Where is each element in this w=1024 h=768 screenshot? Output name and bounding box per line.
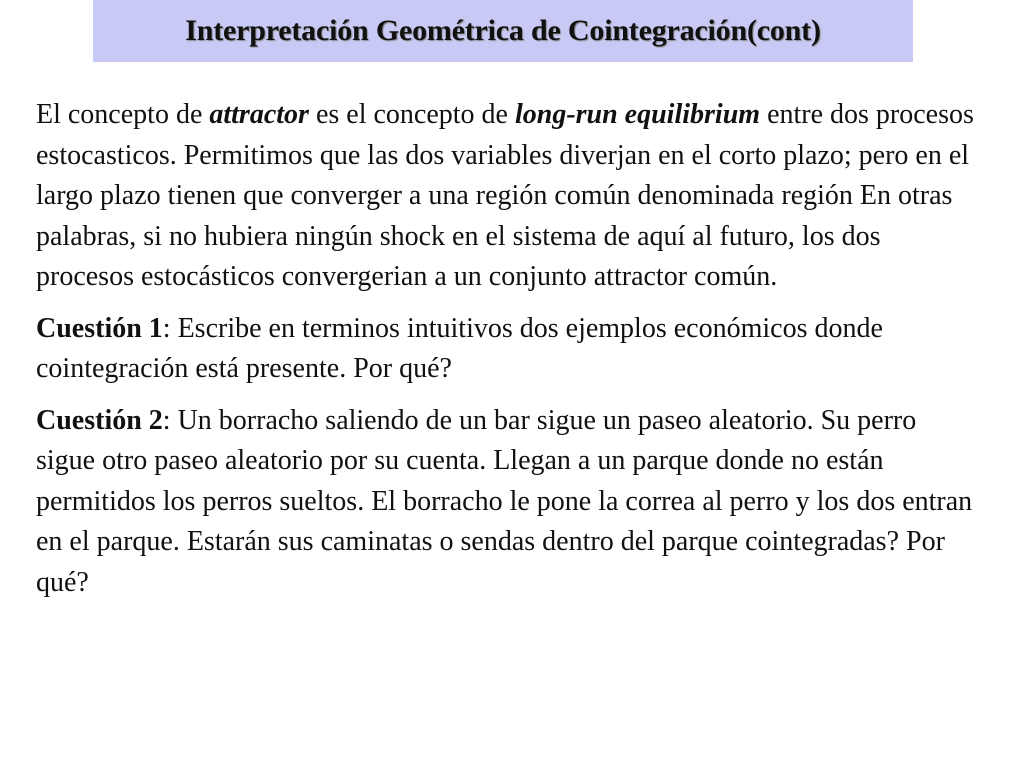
slide-body (36, 95, 981, 614)
paragraph-text-b: es el concepto de (308, 99, 515, 130)
paragraph-text-c: entre dos procesos estocasticos. Permitimos que las dos variables diverjan en el corto plazo; pero en el largo plazo tienen que converger a una región común denominada región En otras palabras, si no hubiera ningún shock en el sistema de aquí al futuro, los dos procesos estocásticos convergerian a un conjunto attractor común. (36, 99, 974, 292)
slide-title: Interpretación Geométrica de Cointegración(cont) (185, 14, 821, 47)
paragraph-text-a: El concepto de (36, 99, 210, 130)
question-1-text: : Escribe en terminos intuitivos dos ejemplos económicos donde cointegración está presente. Por qué? (36, 312, 883, 384)
question-2-text: : Un borracho saliendo de un bar sigue un paseo aleatorio. Su perro sigue otro paseo aleatorio por su cuenta. Llegan a un parque donde no están permitidos los perros sueltos. El borracho le pone la correa al perro y los dos entran en el parque. Estarán sus caminatas o sendas dentro del parque cointegradas? Por qué? (36, 404, 973, 598)
title-bar (93, 0, 913, 62)
question-2 (36, 401, 981, 604)
paragraph-attractor (36, 95, 981, 298)
term-attractor: attractor (209, 99, 309, 130)
term-long-run-equilibrium: long-run equilibrium (514, 99, 761, 130)
question-1 (36, 309, 981, 390)
question-2-label: Cuestión 2 (36, 404, 163, 436)
question-1-label: Cuestión 1 (36, 312, 163, 344)
